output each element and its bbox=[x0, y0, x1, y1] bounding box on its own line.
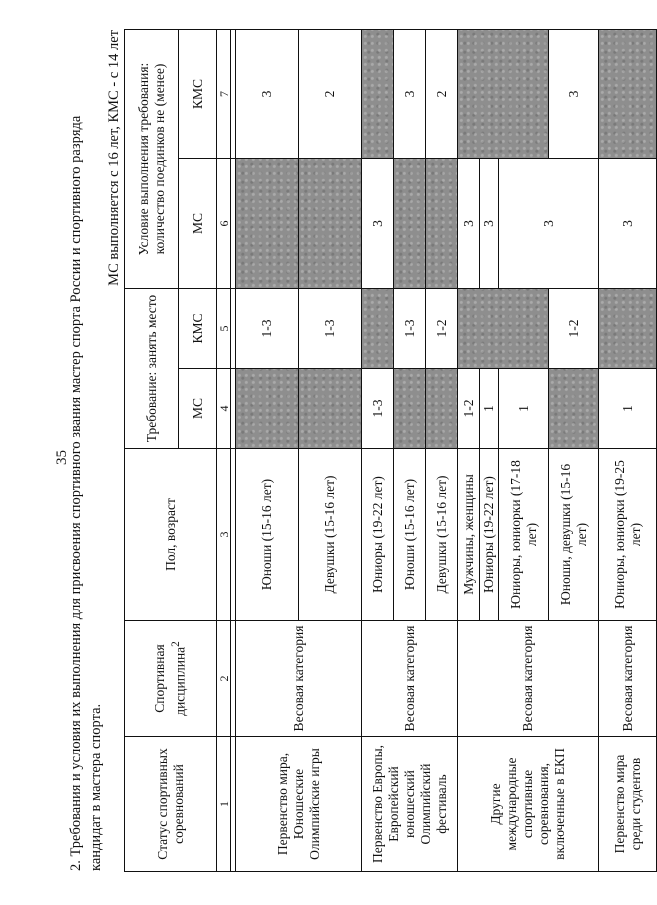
place-ms-cell bbox=[236, 369, 299, 449]
place-kms-cell: 1-3 bbox=[236, 289, 299, 369]
cond-kms-cell: 2 bbox=[299, 30, 362, 159]
place-kms-cell: 1-3 bbox=[394, 289, 426, 369]
cond-kms-cell: 2 bbox=[426, 30, 458, 159]
gender-age-header: Пол, возраст bbox=[125, 449, 217, 621]
gender-age-cell: Мужчины, женщины bbox=[458, 449, 480, 621]
status-cell: Другие международные спортивные соревнования, включенные в ЕКП bbox=[458, 737, 599, 872]
column-number-row bbox=[217, 30, 231, 872]
table-row bbox=[458, 30, 480, 872]
place-kms-cell: 1-2 bbox=[549, 289, 599, 369]
col-number: 4 bbox=[217, 369, 231, 449]
col-number: 5 bbox=[217, 289, 231, 369]
cond-kms-header: КМС bbox=[179, 30, 217, 159]
table-row bbox=[362, 30, 394, 872]
table-row bbox=[599, 30, 657, 872]
gender-age-cell: Юниоры, юниорки (19-25 лет) bbox=[599, 449, 657, 621]
place-ms-header: МС bbox=[179, 369, 217, 449]
gender-age-cell: Юноши (15-16 лет) bbox=[394, 449, 426, 621]
place-ms-cell: 1 bbox=[499, 369, 549, 449]
footnote-mark: 2 bbox=[170, 641, 183, 647]
cond-ms-cell: 3 bbox=[458, 159, 480, 289]
place-ms-cell: 1-3 bbox=[362, 369, 394, 449]
gender-age-cell: Девушки (15-16 лет) bbox=[299, 449, 362, 621]
discipline-cell: Весовая категория bbox=[362, 621, 458, 737]
heading-line-1: 2. Требования и условия их выполнения для присвоения спортивного звания мастер спорта России и спортивного разряда bbox=[68, 115, 84, 871]
cond-ms-cell: 3 bbox=[480, 159, 499, 289]
cond-kms-cell bbox=[599, 30, 657, 159]
place-ms-cell: 1 bbox=[480, 369, 499, 449]
cond-kms-cell: 3 bbox=[236, 30, 299, 159]
col-number: 7 bbox=[217, 30, 231, 159]
gender-age-cell: Юниоры (19-22 лет) bbox=[362, 449, 394, 621]
cond-ms-cell bbox=[394, 159, 426, 289]
status-cell: Первенство мира, Юношеские Олимпийские игры bbox=[236, 737, 362, 872]
status-cell: Первенство мира среди студентов bbox=[599, 737, 657, 872]
cond-ms-cell bbox=[236, 159, 299, 289]
place-kms-header: КМС bbox=[179, 289, 217, 369]
cond-ms-cell: 3 bbox=[499, 159, 599, 289]
place-requirement-header: Требование: занять место bbox=[125, 289, 179, 449]
col-number: 1 bbox=[217, 737, 231, 872]
place-kms-cell: 1-2 bbox=[426, 289, 458, 369]
place-kms-cell bbox=[458, 289, 549, 369]
place-kms-cell bbox=[362, 289, 394, 369]
place-ms-cell bbox=[549, 369, 599, 449]
section-heading bbox=[66, 11, 106, 871]
condition-header: Условие выполнения требования: количество поединков не (менее) bbox=[125, 30, 179, 289]
place-ms-cell bbox=[394, 369, 426, 449]
cond-kms-cell: 3 bbox=[394, 30, 426, 159]
gender-age-cell: Юниоры (19-22 лет) bbox=[480, 449, 499, 621]
discipline-cell: Весовая категория bbox=[458, 621, 599, 737]
requirements-table bbox=[124, 29, 657, 872]
discipline-cell: Весовая категория bbox=[236, 621, 362, 737]
col-number: 6 bbox=[217, 159, 231, 289]
discipline-cell: Весовая категория bbox=[599, 621, 657, 737]
place-ms-cell: 1 bbox=[599, 369, 657, 449]
header-row bbox=[125, 30, 179, 872]
age-note: МС выполняется с 16 лет, КМС - с 14 лет bbox=[106, 30, 122, 286]
cond-kms-cell bbox=[362, 30, 394, 159]
place-kms-cell bbox=[599, 289, 657, 369]
place-ms-cell: 1-2 bbox=[458, 369, 480, 449]
cond-ms-cell: 3 bbox=[599, 159, 657, 289]
gender-age-cell: Юноши (15-16 лет) bbox=[236, 449, 299, 621]
place-ms-cell bbox=[299, 369, 362, 449]
page-number: 35 bbox=[54, 450, 70, 465]
discipline-header-text: Спортивная дисциплина bbox=[152, 644, 188, 716]
table-row bbox=[236, 30, 299, 872]
place-ms-cell bbox=[426, 369, 458, 449]
cond-ms-cell bbox=[299, 159, 362, 289]
cond-ms-cell: 3 bbox=[362, 159, 394, 289]
status-header: Статус спортивных соревнований bbox=[125, 737, 217, 872]
col-number: 2 bbox=[217, 621, 231, 737]
gender-age-cell: Юноши, девушки (15-16 лет) bbox=[549, 449, 599, 621]
status-cell: Первенство Европы, Европейский юношеский Олимпийский фестиваль bbox=[362, 737, 458, 872]
cond-kms-cell: 3 bbox=[549, 30, 599, 159]
discipline-header bbox=[125, 621, 217, 737]
cond-ms-cell bbox=[426, 159, 458, 289]
cond-kms-cell bbox=[458, 30, 549, 159]
place-kms-cell: 1-3 bbox=[299, 289, 362, 369]
gender-age-cell: Юниоры, юниорки (17-18 лет) bbox=[499, 449, 549, 621]
cond-ms-header: МС bbox=[179, 159, 217, 289]
col-number: 3 bbox=[217, 449, 231, 621]
gender-age-cell: Девушки (15-16 лет) bbox=[426, 449, 458, 621]
heading-line-2: кандидат в мастера спорта. bbox=[88, 703, 104, 871]
